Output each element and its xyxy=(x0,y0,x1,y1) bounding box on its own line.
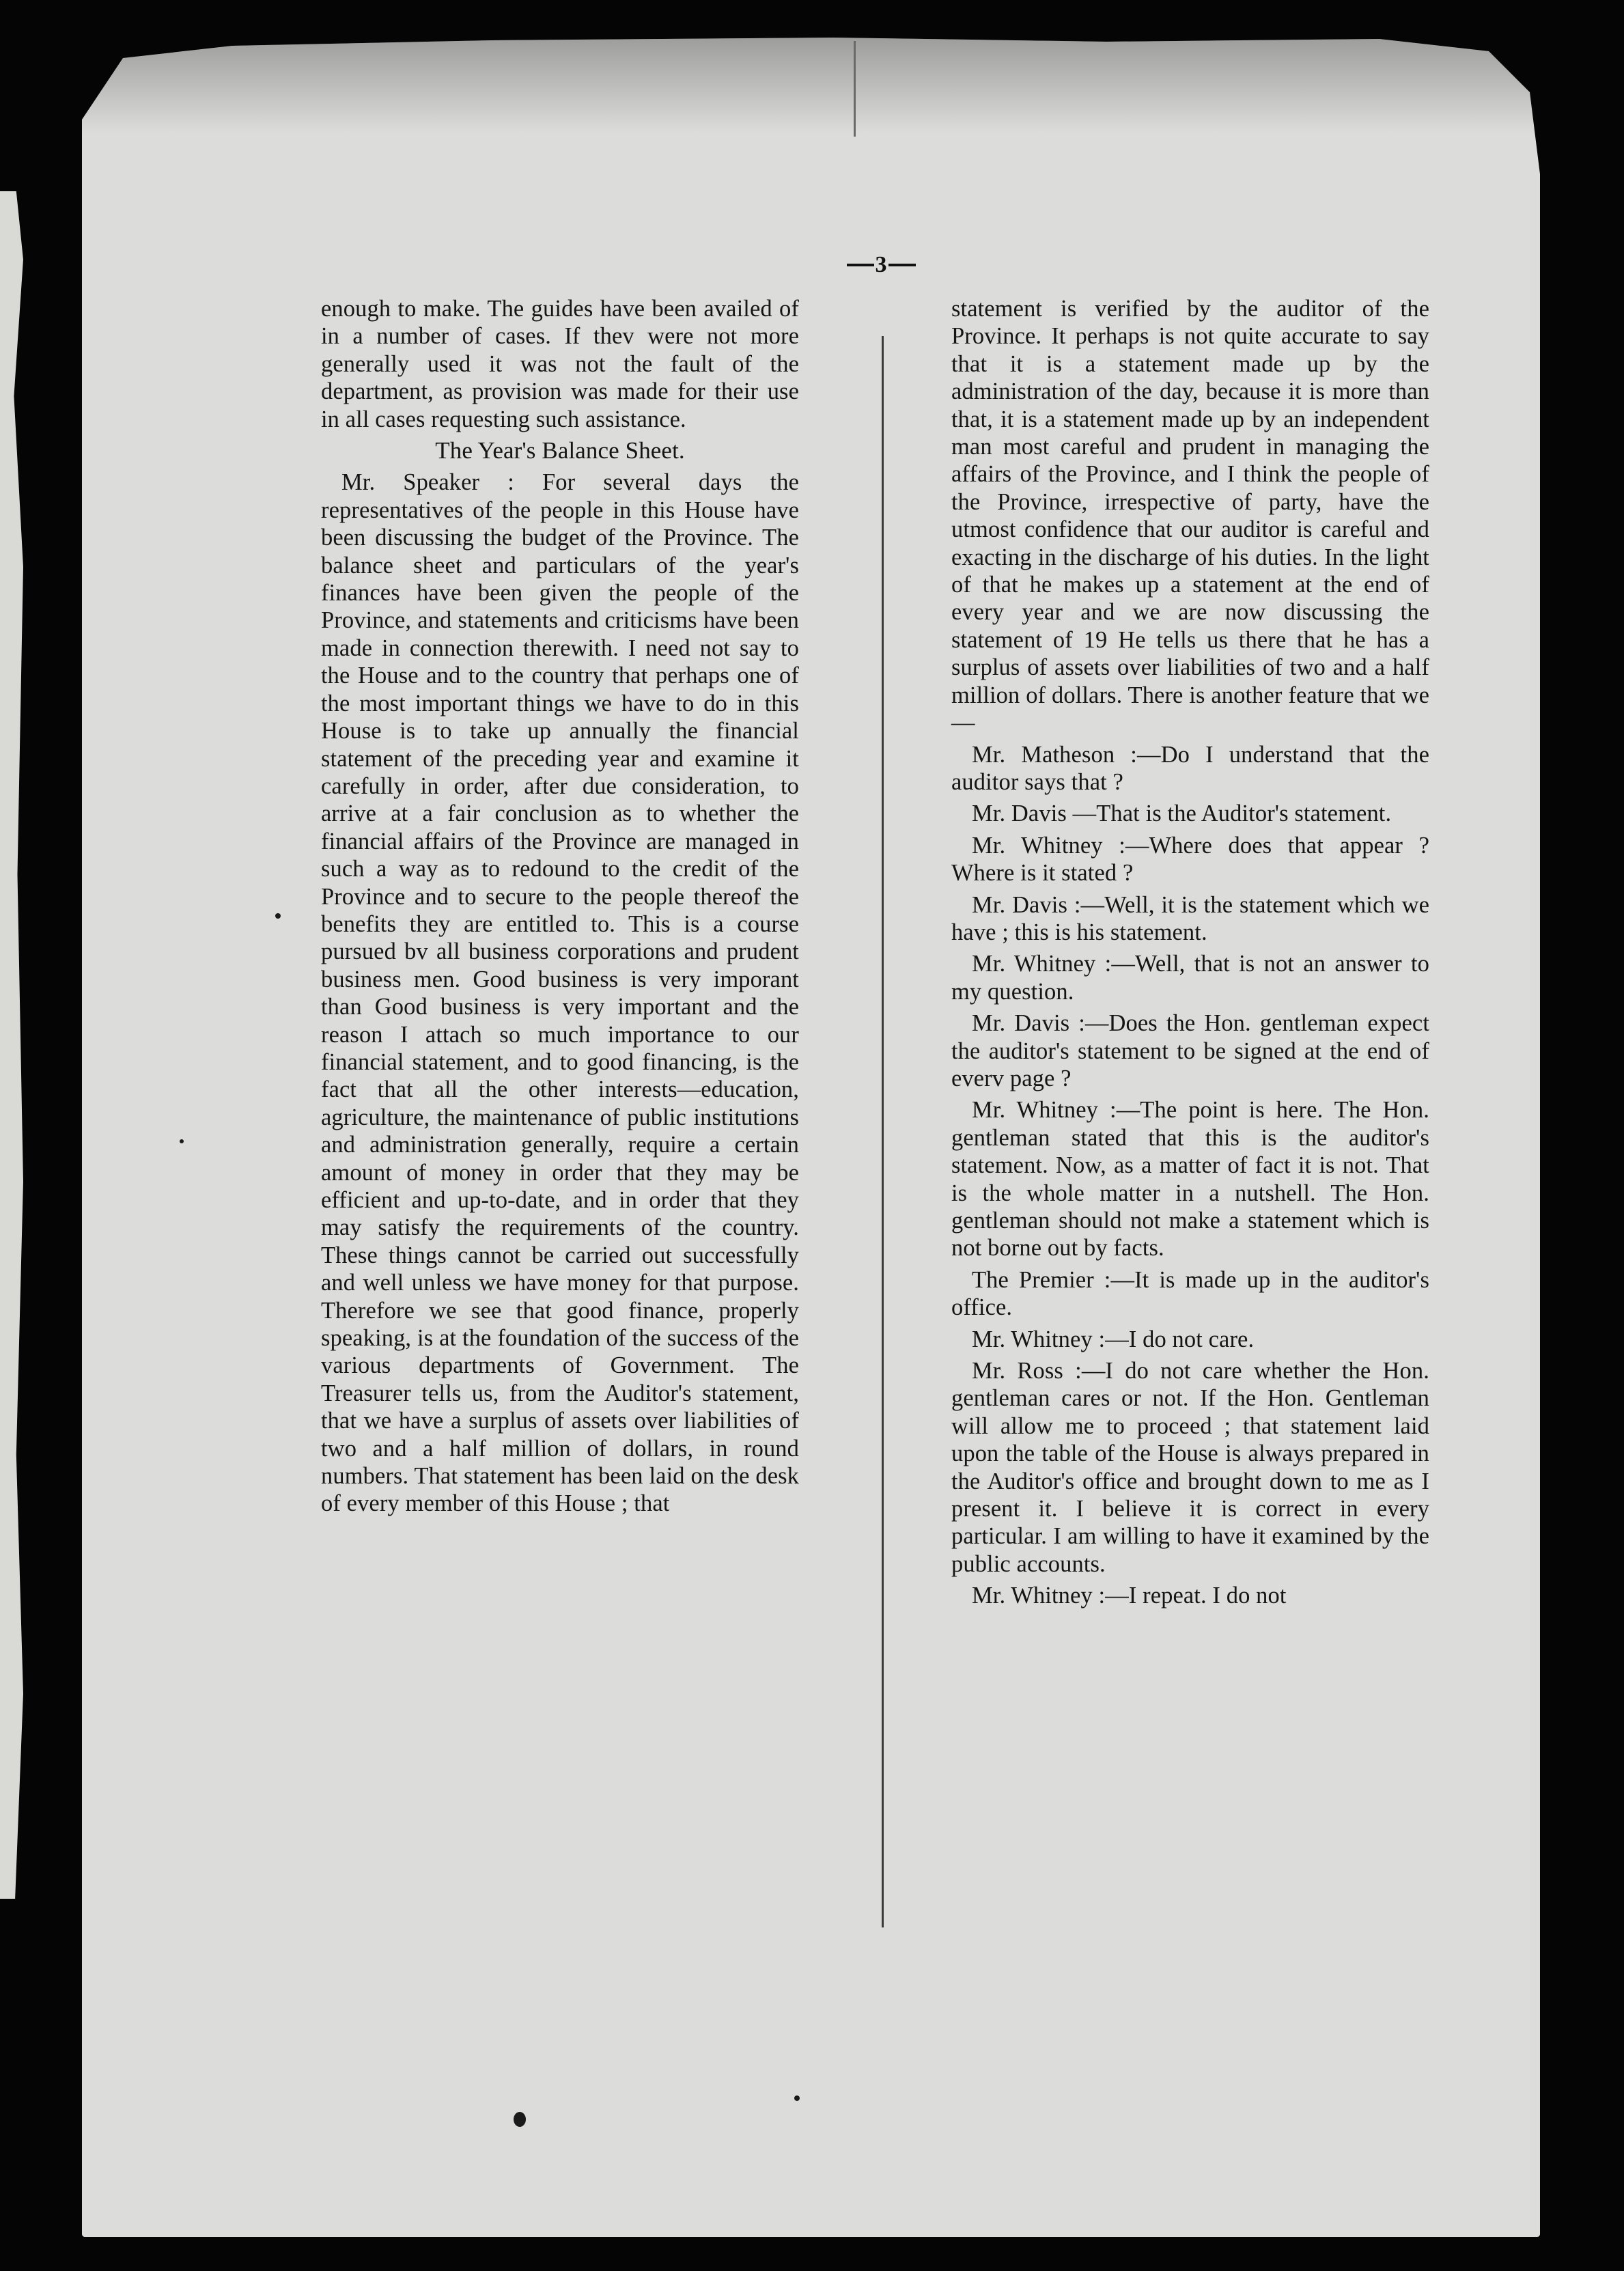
speech-paragraph: The Premier :—It is made up in the auditor's office. xyxy=(951,1266,1429,1321)
page-number-text: 3 xyxy=(875,252,887,277)
column-divider xyxy=(882,336,884,1927)
speech-paragraph: Mr. Davis :—Well, it is the statement which we have ; this is his statement. xyxy=(951,891,1429,945)
page-fold-line xyxy=(854,41,856,137)
paragraph: Mr. Speaker : For several days the representatives of the people in this House have been discussing the budget of the Province. The balance sheet and particulars of the year's finances have been given the people of the Province, and statements and criticisms have been made in connection therewith. I need not say to the House and to the country that perhaps one of the most important things we have to do in this House is to take up annually the financial statement of the preceding year and examine it carefully in order, after due consideration, to arrive at a fair conclusion as to whether the financial affairs of the Province are managed in such a way as to redound to the credit of the Province and to secure to the people thereof the benefits they are entitled to. This is a course pursued bv all business corporations and prudent business men. Good business is very imporant than Good business is very important and the reason I attach so much importance to our financial statement, and to good financing, is the fact that all the other interests—education, agriculture, the maintenance of public institutions and administration generally, require a certain amount of money in order that they may be efficient and up-to-date, and in order that they may satisfy the requirements of the country. These things cannot be carried out successfully and well unless we have money for that purpose. Therefore we see that good finance, properly speaking, is at the foundation of the success of the various departments of Government. The Treasurer tells us, from the Auditor's statement, that we have a surplus of assets over liabilities of two and a half million of dollars, in round numbers. That statement has been laid on the desk of every member of this House ; that xyxy=(321,469,799,1517)
speech-paragraph: Mr. Whitney :—Well, that is not an answer to my question. xyxy=(951,951,1429,1005)
paragraph: enough to make. The guides have been availed of in a number of cases. If thev were not more generally used it was not the fault of the department, as provision was made for their use in all cases requesting such assistance. xyxy=(321,296,799,432)
folio-dash-right xyxy=(888,264,916,266)
speech-paragraph: Mr. Whitney :—Where does that appear ? Where is it stated ? xyxy=(951,832,1429,887)
speech-paragraph: Mr. Whitney :—I repeat. I do not xyxy=(972,1583,1287,1609)
ink-speck xyxy=(794,2095,800,2101)
page-number xyxy=(830,251,932,279)
ink-speck xyxy=(180,1139,184,1143)
left-column xyxy=(321,295,799,1522)
ink-speck xyxy=(514,2112,526,2127)
folio-dash-left xyxy=(847,264,874,266)
speech-paragraph: Mr. Ross :—I do not care whether the Hon. gentleman cares or not. If the Hon. Gentleman will allow me to proceed ; that statement laid upon the table of the House is always prepared in the Auditor's office and brought down to me as I present it. I believe it is correct in every particular. I am willing to have it examined by the public accounts. xyxy=(951,1358,1429,1577)
right-column xyxy=(951,295,1429,1614)
speech-paragraph: Mr. Whitney :—I do not care. xyxy=(972,1326,1255,1352)
section-heading: The Year's Balance Sheet. xyxy=(435,437,685,464)
speech-paragraph: Mr. Whitney :—The point is here. The Hon. gentleman stated that this is the auditor's statement. Now, as a matter of fact it is not. That is the whole matter in a nutshell. The Hon. gentleman should not make a statement which is not borne out by facts. xyxy=(951,1097,1429,1262)
paragraph: statement is verified by the auditor of the Province. It perhaps is not quite accurate to say that it is a statement made up by the administration of the day, because it is more than that, it is a statement made up by an independent man most careful and prudent in managing the affairs of the Province, and I think the people of the Province, irrespective of party, have the utmost confidence that our auditor is careful and exacting in the discharge of his duties. In the light of that he makes up a statement at the end of every year and we are now discussing the statement of 19 He tells us there that he has a surplus of assets over liabilities of two and a half million of dollars. There is another feature that we— xyxy=(951,296,1429,736)
speech-paragraph: Mr. Matheson :—Do I understand that the auditor says that ? xyxy=(951,741,1429,795)
speech-paragraph: Mr. Davis —That is the Auditor's statement. xyxy=(972,800,1392,827)
speech-paragraph: Mr. Davis :—Does the Hon. gentleman expect the auditor's statement to be signed at the end of everv page ? xyxy=(951,1010,1429,1091)
adjacent-page-edge xyxy=(0,191,23,1899)
ink-speck xyxy=(275,913,281,919)
